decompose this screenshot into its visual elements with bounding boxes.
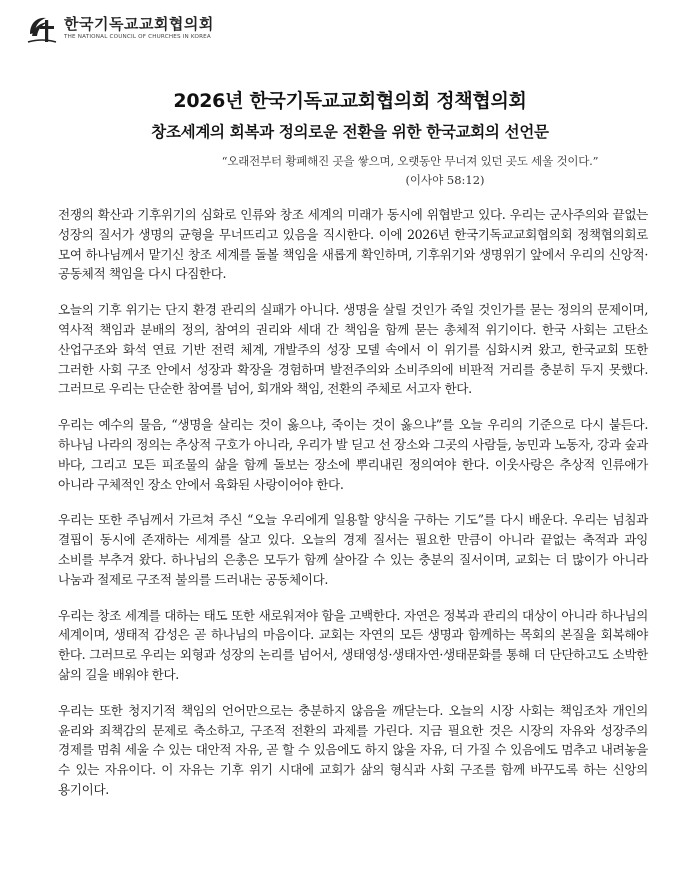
paragraph-3: 우리는 예수의 물음, “생명을 살리는 것이 옳으냐, 죽이는 것이 옳으냐”를 오늘 우리의 기준으로 다시 붙든다. 하나님 나라의 정의는 추상적 구호가 아니라, 우리가 발 딛고 선 장소와 그곳의 사람들, 농민과 노동자, 강과 숲과 바다, 그리고 모든 피조물의 삶을 함께 돌보는 장소에 뿌리내린 정의여야 한다. 이웃사랑은 추상적 인류애가 아니라 구체적인 장소 안에서 육화된 사랑이어야 한다. [58, 417, 648, 492]
epigraph [0, 152, 700, 190]
paragraph-4: 우리는 또한 주님께서 가르쳐 주신 “오늘 우리에게 일용할 양식을 구하는 기도”를 다시 배운다. 우리는 넘침과 결핍이 동시에 존재하는 세계를 살고 있다. 오늘의 경제 질서는 필요한 만큼이 아니라 끝없는 축적과 과잉 소비를 부추겨 왔다. 하나님의 은총은 모두가 함께 살아갈 수 있는 충분의 질서이며, 교회는 더 많이가 아니라 나눔과 절제로 구조적 불의를 드러내는 공동체이다. [58, 512, 648, 587]
epigraph-reference: (이사야 58:12) [405, 173, 485, 187]
document-title: 2026년 한국기독교교회협의회 정책협의회 [173, 90, 527, 112]
ncck-logo-icon [24, 12, 60, 48]
paragraph-5: 우리는 창조 세계를 대하는 태도 또한 새로워져야 함을 고백한다. 자연은 정복과 관리의 대상이 아니라 하나님의 세계이며, 생태적 감성은 곧 하나님의 마음이다. 교회는 자연의 모든 생명과 함께하는 목회의 본질을 회복해야 한다. 그러므로 우리는 외형과 성장의 논리를 넘어서, 생태영성·생태자연·생태문화를 통해 더 단단하고도 소박한 삶의 길을 배워야 한다. [58, 607, 648, 682]
org-header [24, 12, 214, 48]
org-name-english: THE NATIONAL COUNCIL OF CHURCHES IN KOREA [64, 34, 211, 40]
epigraph-quote: “오래전부터 황폐해진 곳을 쌓으며, 오랫동안 무너져 있던 곳도 세울 것이다.” [221, 154, 599, 168]
document-subtitle: 창조세계의 회복과 정의로운 전환을 위한 한국교회의 선언문 [151, 123, 549, 141]
paragraph-1: 전쟁의 확산과 기후위기의 심화로 인류와 창조 세계의 미래가 동시에 위협받고 있다. 우리는 군사주의와 끝없는 성장의 질서가 생명의 균형을 무너뜨리고 있음을 직시한다. 이에 2026년 한국기독교교회협의회 정책협의회로 모여 하나님께서 맡기신 창조 세계를 돌볼 책임을 새롭게 확인하며, 기후위기와 생명위기 앞에서 우리의 신앙적·공동체적 책임을 다시 다짐한다. [58, 207, 648, 282]
document-body [58, 205, 648, 816]
org-name-korean: 한국기독교교회협의회 [64, 15, 214, 33]
paragraph-6: 우리는 또한 청지기적 책임의 언어만으로는 충분하지 않음을 깨닫는다. 오늘의 시장 사회는 책임조차 개인의 윤리와 죄책감의 문제로 축소하고, 구조적 전환의 과제를 가린다. 지금 필요한 것은 시장의 자유와 성장주의 경제를 멈춰 세울 수 있는 대안적 자유, 곧 할 수 있음에도 하지 않을 자유, 더 가질 수 있음에도 멈추고 내려놓을 수 있는 자유이다. 이 자유는 기후 위기 시대에 교회가 삶의 형식과 사회 구조를 함께 바꾸도록 하는 신앙의 용기이다. [58, 702, 648, 797]
paragraph-2: 오늘의 기후 위기는 단지 환경 관리의 실패가 아니다. 생명을 살릴 것인가 죽일 것인가를 묻는 정의의 문제이며, 역사적 책임과 분배의 정의, 참여의 권리와 세대 간 책임을 함께 묻는 총체적 위기이다. 한국 사회는 고탄소 산업구조와 화석 연료 기반 전력 체계, 개발주의 성장 모델 속에서 이 위기를 심화시켜 왔고, 한국교회 또한 그러한 사회 구조 안에서 성장과 확장을 경험하며 발전주의와 소비주의에 비판적 거리를 충분히 두지 못했다. 그러므로 우리는 단순한 참여를 넘어, 회개와 책임, 전환의 주체로 서고자 한다. [58, 302, 648, 397]
